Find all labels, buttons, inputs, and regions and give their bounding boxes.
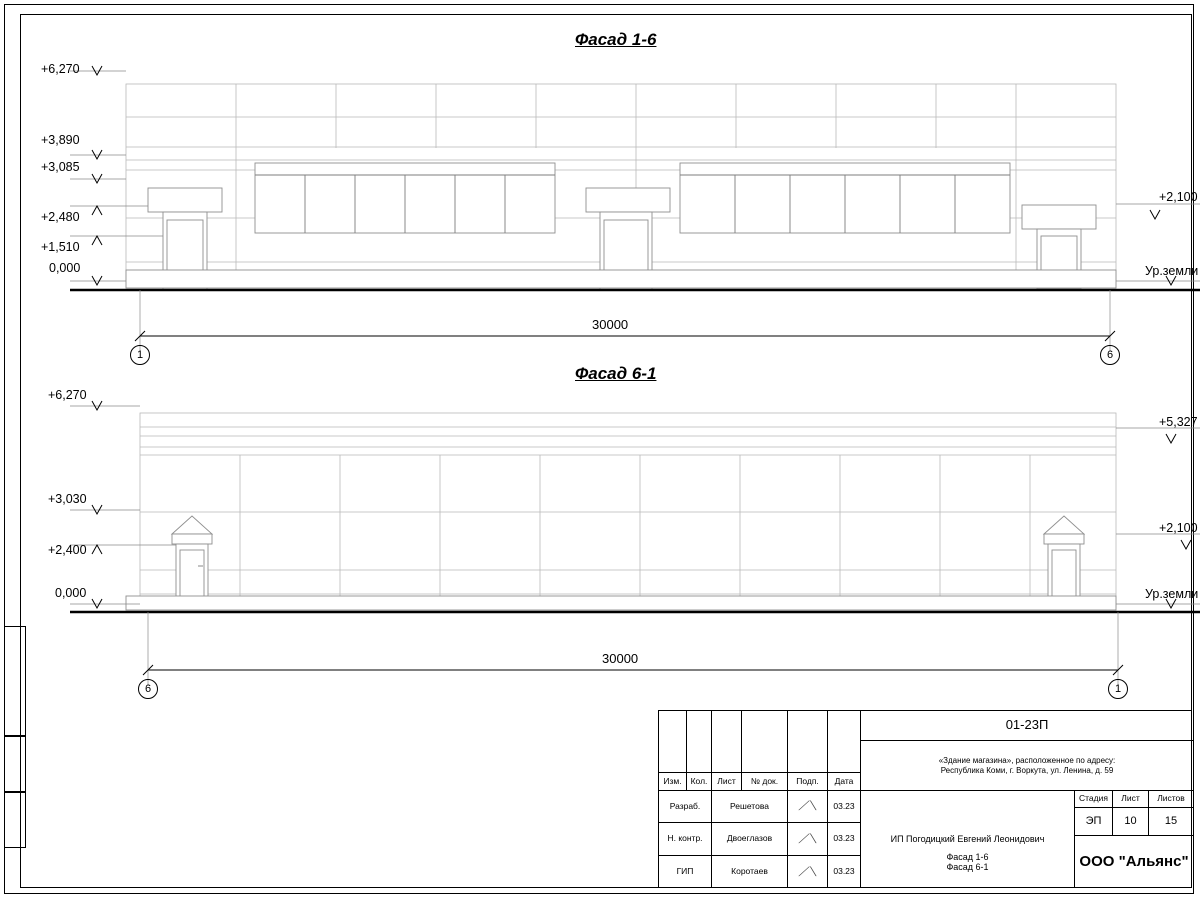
facade-top-level-3: +3,085	[41, 160, 80, 174]
tb-name-2: Двоеглазов	[712, 823, 788, 856]
tb-sign-2: ⟋⟍	[788, 823, 828, 856]
tb-role-2: Н. контр.	[659, 823, 712, 856]
tb-object-line1: «Здание магазина», расположенное по адресу:	[938, 756, 1116, 766]
tb-col-izm: Изм.	[659, 773, 687, 791]
tb-sign-1: ⟋⟍	[788, 791, 828, 823]
facade-bottom-ground-label: Ур.земли	[1145, 587, 1199, 601]
tb-sheets-value: 15	[1149, 808, 1193, 836]
facade-bottom-axis-right: 1	[1108, 679, 1128, 699]
facade-bottom-title: Фасад 6-1	[575, 364, 657, 383]
facade-top-ground-label: Ур.земли	[1145, 264, 1199, 278]
facade-bottom-level-3: +2,400	[48, 543, 87, 557]
tb-col-kol: Кол.	[687, 773, 712, 791]
facade-top-level-right-1: +2,100	[1159, 190, 1198, 204]
tb-date-2: 03.23	[828, 823, 861, 856]
facade-bottom-dimension: 30000	[602, 651, 639, 666]
tb-date-3: 03.23	[828, 856, 861, 888]
tb-sheet-header: Лист	[1113, 791, 1149, 808]
tb-stage-value: ЭП	[1075, 808, 1113, 836]
tb-blank-3	[712, 711, 742, 773]
tb-col-podp: Подп.	[788, 773, 828, 791]
tb-blank-6	[828, 711, 861, 773]
facade-top-level-4: +2,480	[41, 210, 80, 224]
facade-bottom-axis-left: 6	[138, 679, 158, 699]
tb-blank-4	[742, 711, 788, 773]
tb-stage-header: Стадия	[1075, 791, 1113, 808]
facade-bottom-level-4: 0,000	[55, 586, 87, 600]
facade-top-level-6: 0,000	[49, 261, 81, 275]
facade-bottom-level-right-2: +2,100	[1159, 521, 1198, 535]
tb-sheet-name-line1: Фасад 1-6	[946, 851, 989, 862]
facade-bottom-level-2: +3,030	[48, 492, 87, 506]
tb-sheet-name	[861, 836, 1075, 888]
tb-role-3: ГИП	[659, 856, 712, 888]
tb-role-1: Разраб.	[659, 791, 712, 823]
tb-customer: ИП Погодицкий Евгений Леонидович	[861, 791, 1075, 888]
tb-name-1: Решетова	[712, 791, 788, 823]
tb-col-data: Дата	[828, 773, 861, 791]
tb-blank-1	[659, 711, 687, 773]
tb-object-line2: Республика Коми, г. Воркута, ул. Ленина, д. 59	[940, 765, 1114, 775]
tb-sheet-name-line2: Фасад 6-1	[946, 862, 989, 872]
facade-top-axis-left: 1	[130, 345, 150, 365]
tb-sheet-value: 10	[1113, 808, 1149, 836]
facade-top-axis-right: 6	[1100, 345, 1120, 365]
tb-sheets-header: Листов	[1149, 791, 1193, 808]
facade-top-level-1: +6,270	[41, 62, 80, 76]
tb-object	[861, 741, 1193, 791]
tb-blank-5	[788, 711, 828, 773]
facade-bottom-level-right-1: +5,327	[1159, 415, 1198, 429]
facade-top-title: Фасад 1-6	[575, 30, 657, 49]
facade-top-dimension: 30000	[592, 317, 629, 332]
tb-col-list: Лист	[712, 773, 742, 791]
facade-top-level-2: +3,890	[41, 133, 80, 147]
tb-blank-2	[687, 711, 712, 773]
tb-sign-3: ⟋⟍	[788, 856, 828, 888]
facade-top-level-5: +1,510	[41, 240, 80, 254]
tb-col-ndok: № док.	[742, 773, 788, 791]
facade-bottom-level-1: +6,270	[48, 388, 87, 402]
tb-date-1: 03.23	[828, 791, 861, 823]
tb-organization: ООО "Альянс"	[1079, 853, 1189, 871]
tb-project-code: 01-23П	[861, 711, 1193, 741]
tb-name-3: Коротаев	[712, 856, 788, 888]
title-block	[658, 710, 1192, 888]
